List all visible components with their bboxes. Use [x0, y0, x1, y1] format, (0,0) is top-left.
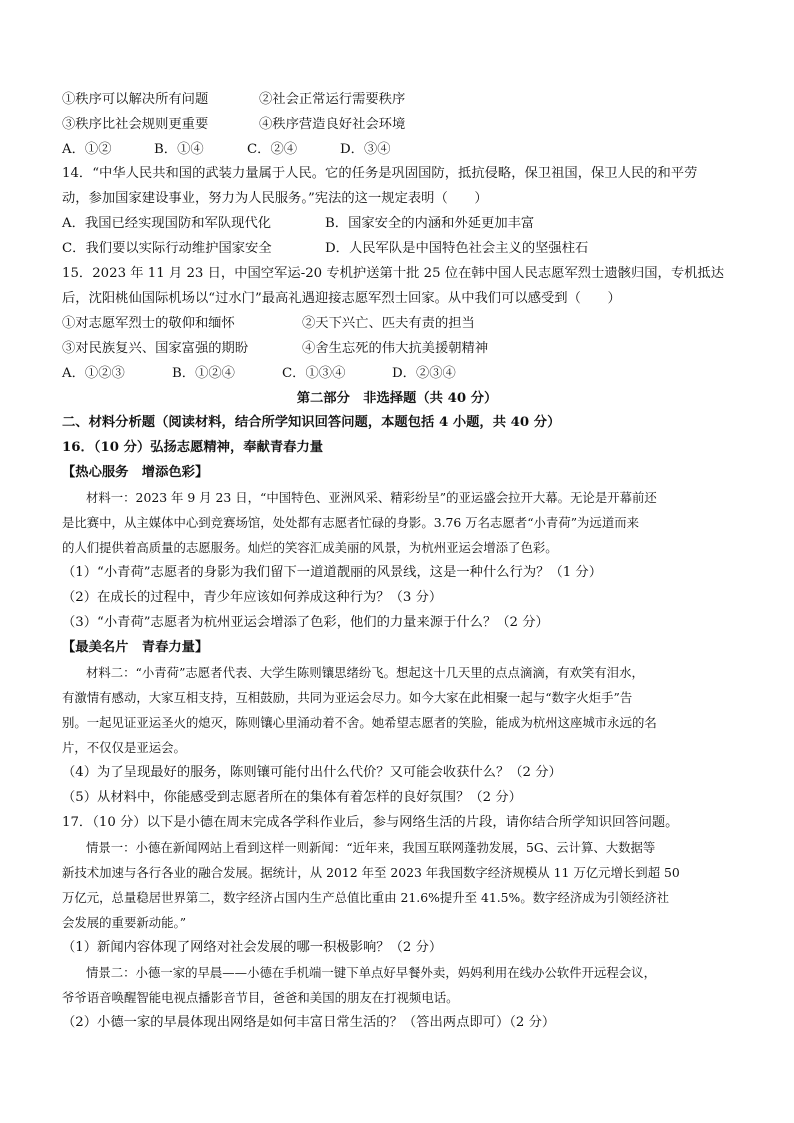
q14-stem-line1: 14．“中华人民共和国的武装力量属于人民。它的任务是巩固国防，抵抗侵略，保卫祖国，保卫人民的和平劳	[62, 166, 698, 181]
q13-options-row1	[62, 91, 406, 109]
q14-stem-line2: 动，参加国家建设事业，努力为人民服务。”宪法的这一规定表明（ ）	[62, 191, 488, 206]
q16-subheading-2: 【最美名片 青春力量】	[62, 640, 209, 655]
q15-stem-line2: 后，沈阳桃仙国际机场以“过水门”最高礼遇迎接志愿军烈士回家。从中我们可以感受到（ ）	[62, 291, 621, 306]
q14-choices-row2	[62, 240, 589, 258]
q15-option-3: ③对民族复兴、国家富强的期盼	[62, 341, 249, 356]
q15-choices	[62, 365, 456, 383]
q16-subheading-1: 【热心服务 增添色彩】	[62, 465, 209, 480]
q15-options-row1	[62, 315, 475, 333]
q15-stem-line1: 15．2023 年 11 月 23 日，中国空军运-20 专机护送第十批 25 位在韩中国人民志愿军烈士遗骸归国，专机抵达	[62, 266, 725, 281]
q13-choices	[62, 141, 391, 159]
material-two-line1: 材料二：“小青荷”志愿者代表、大学生陈则镶思绪纷飞。想起这十几天里的点点滴滴，有欢笑有泪水，	[86, 665, 644, 680]
q15-option-1: ①对志愿军烈士的敬仰和缅怀	[62, 316, 235, 331]
scenario-two-line2: 爷爷语音唤醒智能电视点播影音节目，爸爸和美国的朋友在打视频电话。	[62, 990, 459, 1005]
q14-choices-row1	[62, 215, 535, 233]
part-two-heading: 第二部分 非选择题（共 40 分）	[296, 391, 498, 406]
q13-choice-a: A．①②	[62, 142, 112, 157]
scenario-one-line4: 会发展的重要新动能。”	[62, 915, 187, 930]
q13-choice-b: B．①④	[154, 142, 204, 157]
section-heading: 二、材料分析题（阅读材料，结合所学知识回答问题，本题包括 4 小题，共 40 分）	[62, 415, 561, 430]
material-one-line3: 的人们提供着高质量的志愿服务。灿烂的笑容汇成美丽的风景，为杭州亚运会增添了色彩。	[62, 540, 558, 555]
q15-choice-a: A．①②③	[62, 366, 125, 381]
q16-sub5: （5）从材料中，你能感受到志愿者所在的集体有着怎样的良好氛围？（2 分）	[62, 790, 522, 805]
q14-choice-b: B．国家安全的内涵和外延更加丰富	[325, 216, 535, 231]
q13-option-2: ②社会正常运行需要秩序	[259, 92, 406, 107]
q16-sub3: （3）“小青荷”志愿者为杭州亚运会增添了色彩，他们的力量来源于什么？（2 分）	[62, 615, 549, 630]
q13-option-3: ③秩序比社会规则更重要	[62, 117, 209, 132]
q15-choice-c: C．①③④	[282, 366, 346, 381]
q13-choice-c: C．②④	[247, 142, 298, 157]
scenario-one-line2: 新技术加速与各行各业的融合发展。据统计，从 2012 年至 2023 年我国数字经济规模从 11 万亿元增长到超 50	[62, 865, 680, 880]
scenario-one-line1: 情景一：小德在新闻网站上看到这样一则新闻：“近年来，我国互联网蓬勃发展，5G、云计算、大数据等	[86, 840, 656, 855]
q17-title: 17．（10 分）以下是小德在周末完成各学科作业后，参与网络生活的片段，请你结合所学知识回答问题。	[62, 815, 679, 830]
material-two-line4: 片，不仅仅是亚运会。	[62, 740, 186, 755]
q13-choice-d: D．③④	[340, 142, 391, 157]
material-two-line3: 别。一起见证亚运圣火的熄灭，陈则镶心里涌动着不舍。她希望志愿者的笑脸，能成为杭州这座城市永远的名	[62, 715, 657, 730]
scenario-one-line3: 万亿元，总量稳居世界第二，数字经济占国内生产总值比重由 21.6%提升至 41.5%。数字经济成为引领经济社	[62, 890, 670, 905]
q14-choice-a: A．我国已经实现国防和军队现代化	[62, 216, 272, 231]
q16-title: 16．（10 分）弘扬志愿精神，奉献青春力量	[62, 440, 324, 455]
q13-option-4: ④秩序营造良好社会环境	[259, 117, 406, 132]
q16-sub1: （1）“小青荷”志愿者的身影为我们留下一道道靓丽的风景线，这是一种什么行为？（1 分）	[62, 565, 603, 580]
q15-option-2: ②天下兴亡、匹夫有责的担当	[302, 316, 475, 331]
q13-options-row2	[62, 116, 406, 134]
q15-option-4: ④舍生忘死的伟大抗美援朝精神	[302, 341, 489, 356]
q16-sub2: （2）在成长的过程中，青少年应该如何养成这种行为？（3 分）	[62, 590, 443, 605]
q14-choice-c: C．我们要以实际行动维护国家安全	[62, 241, 272, 256]
q17-sub1: （1）新闻内容体现了网络对社会发展的哪一积极影响？（2 分）	[62, 940, 443, 955]
material-one-line1: 材料一：2023 年 9 月 23 日，“中国特色、亚洲风采、精彩纷呈”的亚运盛会拉开大幕。无论是开幕前还	[86, 490, 657, 505]
q15-options-row2	[62, 340, 489, 358]
q16-sub4: （4）为了呈现最好的服务，陈则镶可能付出什么代价？又可能会收获什么？（2 分）	[62, 765, 562, 780]
q13-option-1: ①秩序可以解决所有问题	[62, 92, 209, 107]
material-two-line2: 有激情有感动，大家互相支持，互相鼓励，共同为亚运会尽力。如今大家在此相聚一起与“数字火炬手”告	[62, 690, 633, 705]
q17-sub2: （2）小德一家的早晨体现出网络是如何丰富日常生活的？（答出两点即可）（2 分）	[62, 1015, 556, 1030]
q15-choice-b: B．①②④	[172, 366, 235, 381]
q15-choice-d: D．②③④	[392, 366, 456, 381]
scenario-two-line1: 情景二：小德一家的早晨——小德在手机端一键下单点好早餐外卖，妈妈利用在线办公软件开远程会议，	[86, 965, 656, 980]
q14-choice-d: D．人民军队是中国特色社会主义的坚强柱石	[325, 241, 589, 256]
material-one-line2: 是比赛中，从主媒体中心到竞赛场馆，处处都有志愿者忙碌的身影。3.76 万名志愿者“小青荷”为远道而来	[62, 515, 639, 530]
